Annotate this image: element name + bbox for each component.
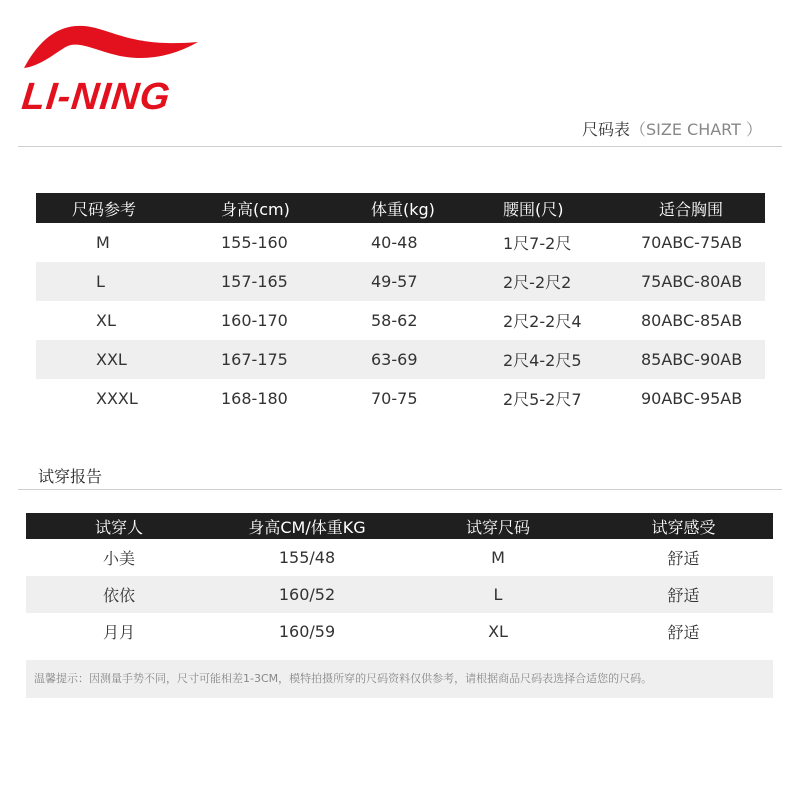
table-cell: 75ABC-80AB: [641, 262, 765, 301]
li-ning-logo: [19, 18, 202, 118]
header-cell: 腰围(尺): [503, 193, 641, 223]
table-cell: XXXL: [96, 389, 138, 408]
table-cell: XL: [96, 311, 116, 330]
table-cell: 160/59: [278, 622, 336, 641]
try-on-table: [26, 513, 773, 650]
table-cell: M: [491, 548, 505, 567]
table-row: [26, 576, 773, 613]
table-cell: 2尺-2尺2: [503, 262, 641, 301]
table-cell: 70ABC-75AB: [641, 233, 743, 252]
table-row: [26, 539, 773, 576]
table-cell: 80ABC-85AB: [641, 311, 743, 330]
header-cell: 试穿感受: [594, 513, 773, 539]
size-chart-header-row: [36, 193, 765, 223]
table-cell: 2尺5-2尺7: [503, 390, 582, 409]
table-cell: 40-48: [371, 233, 418, 252]
table-cell: 月月: [102, 623, 135, 642]
table-cell: 63-69: [371, 340, 503, 379]
table-cell: 舒适: [594, 576, 773, 613]
table-cell: 160-170: [221, 311, 288, 330]
table-cell: XL: [488, 622, 508, 641]
table-cell: 舒适: [667, 623, 700, 642]
table-cell: 舒适: [667, 549, 700, 568]
header-cell: 试穿尺码: [402, 513, 594, 539]
table-cell: 167-175: [221, 340, 371, 379]
table-row: [36, 262, 765, 301]
header-cell: 尺码参考: [36, 193, 221, 223]
table-cell: 2尺2-2尺4: [503, 312, 582, 331]
size-chart-heading: [582, 117, 762, 140]
divider: [18, 489, 782, 490]
table-cell: 小美: [102, 549, 135, 568]
table-cell: XXL: [36, 340, 221, 379]
header-cell: 适合胸围: [641, 193, 765, 223]
table-cell: 49-57: [371, 262, 503, 301]
table-row: [36, 301, 765, 340]
table-cell: 155-160: [221, 233, 288, 252]
table-row: [36, 340, 765, 379]
header-cell: 试穿人: [26, 513, 212, 539]
table-cell: 155/48: [278, 548, 336, 567]
table-cell: 168-180: [221, 389, 288, 408]
table-cell: L: [402, 576, 594, 613]
header-cell: 身高(cm): [221, 193, 371, 223]
size-chart-title-en: （SIZE CHART ）: [630, 120, 762, 139]
header-cell: 体重(kg): [371, 193, 503, 223]
table-cell: L: [36, 262, 221, 301]
table-cell: 依依: [26, 576, 212, 613]
table-cell: 160/52: [212, 576, 402, 613]
size-chart-title-cn: 尺码表: [581, 120, 630, 139]
table-row: [36, 379, 765, 418]
table-cell: 70-75: [371, 389, 418, 408]
li-ning-swoosh-icon: [20, 18, 202, 78]
brand-name: LI-NING: [19, 76, 173, 118]
table-cell: 58-62: [371, 311, 418, 330]
try-on-header-row: [26, 513, 773, 539]
table-cell: M: [96, 233, 110, 252]
table-row: [36, 223, 765, 262]
header-cell: 身高CM/体重KG: [212, 513, 402, 539]
divider: [18, 146, 782, 147]
table-row: [26, 613, 773, 650]
table-cell: 90ABC-95AB: [641, 389, 743, 408]
table-cell: 85ABC-90AB: [641, 340, 765, 379]
table-cell: 2尺4-2尺5: [503, 340, 641, 379]
table-cell: 1尺7-2尺: [503, 234, 572, 253]
size-chart-table: [36, 193, 765, 418]
tip-text: 温馨提示：因测量手势不同，尺寸可能相差1-3CM，模特拍摄所穿的尺码资料仅供参考，请根据商品尺码表选择合适您的尺码。: [26, 660, 773, 698]
table-cell: 157-165: [221, 262, 371, 301]
try-on-report-title: 试穿报告: [38, 467, 103, 486]
